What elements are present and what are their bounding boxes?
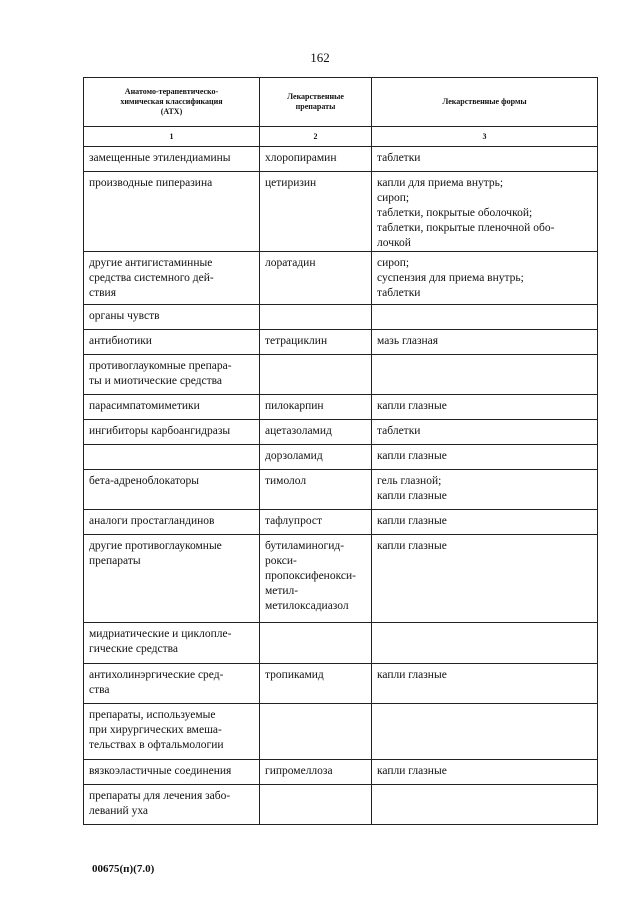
drug-cell: гипромеллоза [260, 760, 372, 785]
atc-cell: производные пиперазина [84, 172, 260, 252]
dosage-forms-cell: таблетки [372, 420, 598, 445]
drug-cell [260, 355, 372, 395]
atc-cell: препараты для лечения забо- леваний уха [84, 785, 260, 825]
table-row [84, 510, 598, 535]
table-body [84, 147, 598, 825]
dosage-forms-cell: капли глазные [372, 445, 598, 470]
atc-cell: замещенные этилендиамины [84, 147, 260, 172]
drug-cell: хлоропирамин [260, 147, 372, 172]
dosage-forms-cell: мазь глазная [372, 330, 598, 355]
table-row [84, 704, 598, 760]
drug-cell [260, 623, 372, 664]
table-row [84, 420, 598, 445]
atc-cell: органы чувств [84, 305, 260, 330]
drug-cell: дорзоламид [260, 445, 372, 470]
atc-cell: препараты, используемые при хирургических вмеша- тельствах в офтальмологии [84, 704, 260, 760]
column-number-row [84, 127, 598, 147]
table-row [84, 760, 598, 785]
dosage-forms-cell: капли глазные [372, 664, 598, 704]
drug-cell: тропикамид [260, 664, 372, 704]
drug-forms-table [83, 77, 598, 825]
drug-cell: цетиризин [260, 172, 372, 252]
table-row [84, 445, 598, 470]
table-row [84, 305, 598, 330]
atc-cell: вязкоэластичные соединения [84, 760, 260, 785]
dosage-forms-cell: капли глазные [372, 510, 598, 535]
column-number: 2 [260, 127, 372, 147]
drug-cell: бутиламиногид- рокси- пропоксифенокси- метил- метилоксадиазол [260, 535, 372, 623]
drug-cell: тафлупрост [260, 510, 372, 535]
table-row [84, 330, 598, 355]
atc-cell: антихолинэргические сред- ства [84, 664, 260, 704]
header-forms: Лекарственные формы [372, 78, 598, 127]
table-row [84, 252, 598, 305]
dosage-forms-cell [372, 785, 598, 825]
atc-cell: противоглаукомные препара- ты и миотические средства [84, 355, 260, 395]
table-row [84, 395, 598, 420]
dosage-forms-cell [372, 704, 598, 760]
table-row [84, 355, 598, 395]
atc-cell: антибиотики [84, 330, 260, 355]
atc-cell: бета-адреноблокаторы [84, 470, 260, 510]
dosage-forms-cell [372, 623, 598, 664]
dosage-forms-cell: капли глазные [372, 395, 598, 420]
atc-cell: другие антигистаминные средства системного дей- ствия [84, 252, 260, 305]
column-number: 3 [372, 127, 598, 147]
drug-cell: лоратадин [260, 252, 372, 305]
table-row [84, 470, 598, 510]
drug-cell: тимолол [260, 470, 372, 510]
atc-cell: аналоги простагландинов [84, 510, 260, 535]
document-code: 00675(п)(7.0) [92, 863, 155, 875]
table-row [84, 535, 598, 623]
dosage-forms-cell: гель глазной; капли глазные [372, 470, 598, 510]
dosage-forms-cell: капли глазные [372, 760, 598, 785]
table-row [84, 172, 598, 252]
table-row [84, 147, 598, 172]
table-row [84, 623, 598, 664]
table-row [84, 785, 598, 825]
page-number: 162 [310, 50, 330, 65]
drug-cell: пилокарпин [260, 395, 372, 420]
dosage-forms-cell: сироп; суспензия для приема внутрь; таблетки [372, 252, 598, 305]
table-header-row [84, 78, 598, 127]
drug-cell [260, 785, 372, 825]
atc-cell [84, 445, 260, 470]
header-atc: Анатомо-терапевтическо- химическая классификация (АТХ) [84, 78, 260, 127]
dosage-forms-cell [372, 305, 598, 330]
atc-cell: мидриатические и циклопле- гические средства [84, 623, 260, 664]
column-number: 1 [84, 127, 260, 147]
dosage-forms-cell: таблетки [372, 147, 598, 172]
atc-cell: парасимпатомиметики [84, 395, 260, 420]
drug-cell [260, 305, 372, 330]
drug-cell: ацетазоламид [260, 420, 372, 445]
table-row [84, 664, 598, 704]
header-drugs: Лекарственные препараты [260, 78, 372, 127]
atc-cell: другие противоглаукомные препараты [84, 535, 260, 623]
drug-cell: тетрациклин [260, 330, 372, 355]
dosage-forms-cell [372, 355, 598, 395]
dosage-forms-cell: капли для приема внутрь; сироп; таблетки, покрытые оболочкой; таблетки, покрытые пленочной обо- лочкой [372, 172, 598, 252]
dosage-forms-cell: капли глазные [372, 535, 598, 623]
drug-cell [260, 704, 372, 760]
atc-cell: ингибиторы карбоангидразы [84, 420, 260, 445]
